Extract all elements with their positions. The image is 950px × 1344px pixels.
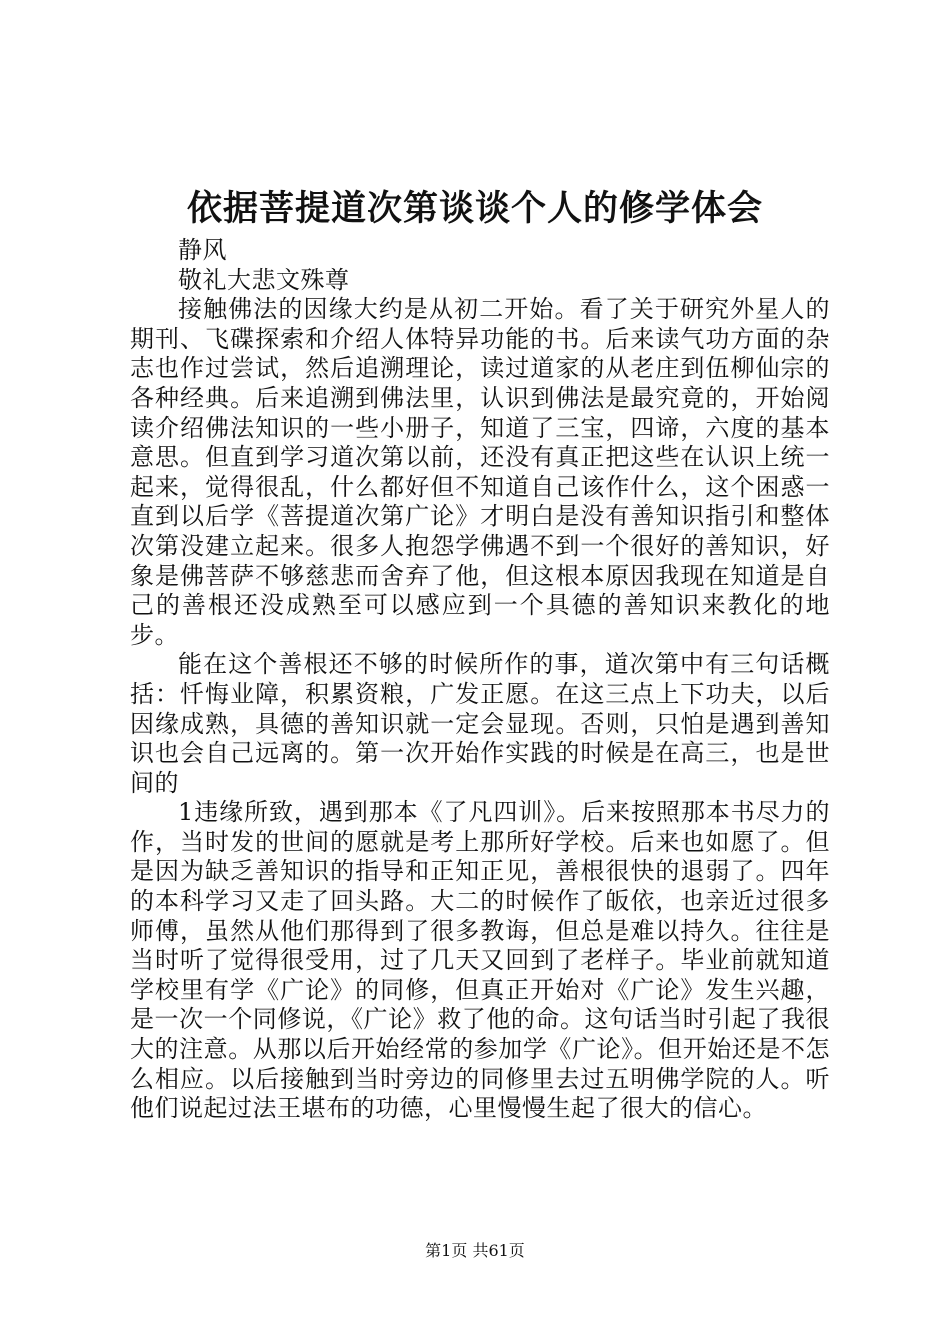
body-paragraph-3: 1违缘所致，遇到那本《了凡四训》。后来按照那本书尽力的作，当时发的世间的愿就是考上那所好学校。后来也如愿了。但是因为缺乏善知识的指导和正知正见，善根很快的退弱了。四年的本科学习又走了回头路。大二的时候作了皈依，也亲近过很多师傅，虽然从他们那得到了很多教诲，但总是难以持久。往往是当时听了觉得很受用，过了几天又回到了老样子。毕业前就知道学校里有学《广论》的同修，但真正开始对《广论》发生兴趣，是一次一个同修说，《广论》救了他的命。这句话当时引起了我很大的注意。从那以后开始经常的参加学《广论》。但开始还是不怎么相应。以后接触到当时旁边的同修里去过五明佛学院的人。听他们说起过法王堪布的功德，心里慢慢生起了很大的信心。 — [130, 798, 830, 1123]
salutation-line: 敬礼大悲文殊尊 — [178, 265, 350, 294]
body-paragraph-2: 能在这个善根还不够的时候所作的事，道次第中有三句话概括：忏悔业障，积累资粮，广发正愿。在这三点上下功夫，以后因缘成熟，具德的善知识就一定会显现。否则，只怕是遇到善知识也会自己远离的。第一次开始作实践的时候是在高三，也是世间的 — [130, 650, 830, 797]
body-paragraph-1: 接触佛法的因缘大约是从初二开始。看了关于研究外星人的期刊、飞碟探索和介绍人体特异功能的书。后来读气功方面的杂志也作过尝试，然后追溯理论，读过道家的从老庄到伍柳仙宗的各种经典。后来追溯到佛法里，认识到佛法是最究竟的，开始阅读介绍佛法知识的一些小册子，知道了三宝，四谛，六度的基本意思。但直到学习道次第以前，还没有真正把这些在认识上统一起来，觉得很乱，什么都好但不知道自己该作什么，这个困惑一直到以后学《菩提道次第广论》才明白是没有善知识指引和整体次第没建立起来。很多人抱怨学佛遇不到一个很好的善知识，好象是佛菩萨不够慈悲而舍弃了他，但这根本原因我现在知道是自己的善根还没成熟至可以感应到一个具德的善知识来教化的地步。 — [130, 295, 830, 649]
author-line: 静风 — [178, 236, 227, 264]
document-body — [130, 236, 830, 1124]
page-number-footer: 第1页 共61页 — [425, 1241, 525, 1260]
document-title: 依据菩提道次第谈谈个人的修学体会 — [186, 188, 763, 229]
